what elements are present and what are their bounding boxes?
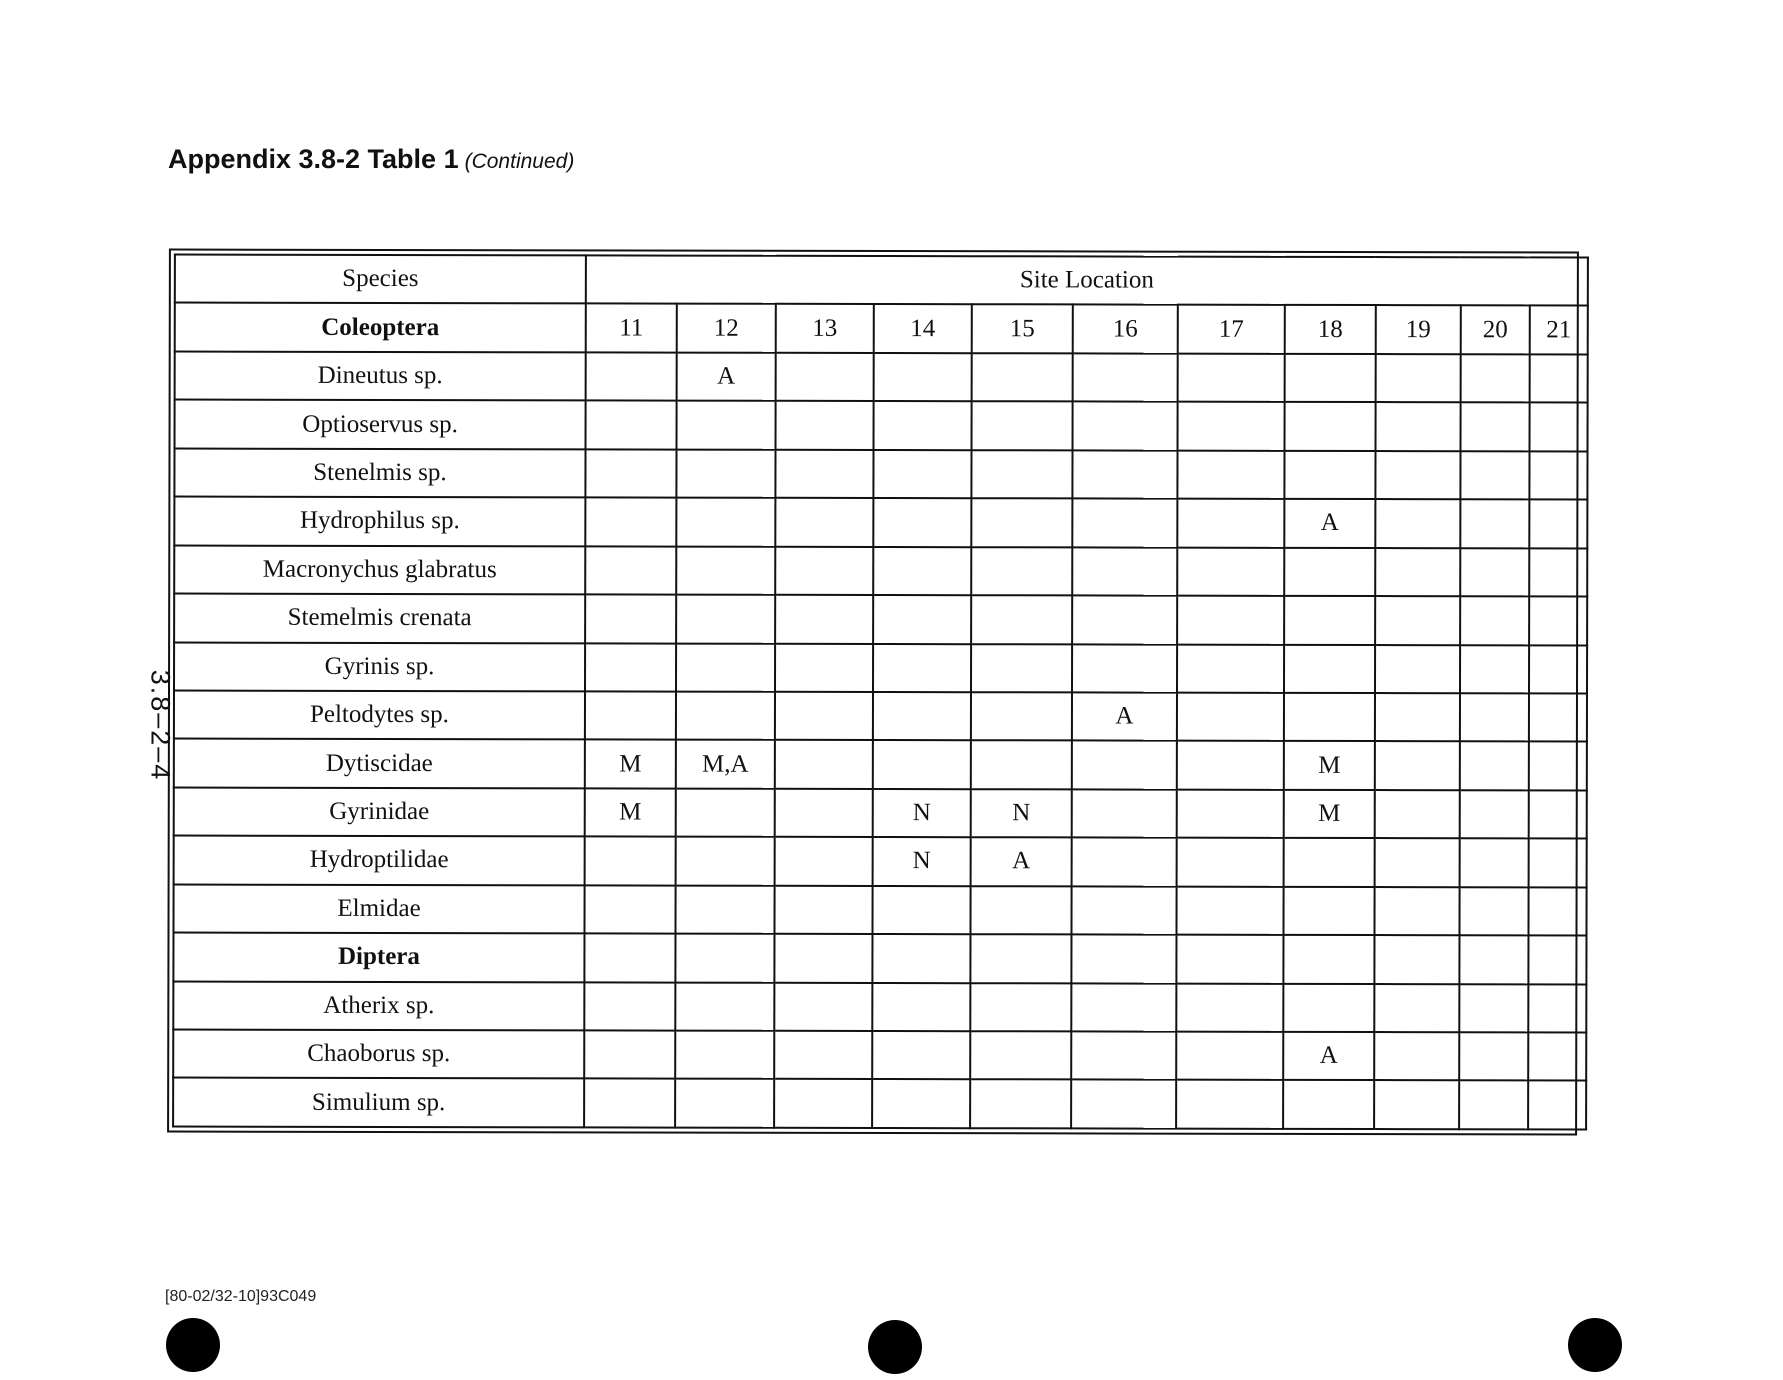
- occurrence-cell: [1460, 548, 1529, 597]
- occurrence-cell: [1529, 742, 1587, 791]
- occurrence-cell: [776, 353, 874, 402]
- occurrence-cell: [1071, 886, 1176, 935]
- occurrence-cell: [1176, 935, 1283, 984]
- species-row: [173, 1078, 1586, 1130]
- occurrence-cell: [1375, 548, 1460, 597]
- occurrence-cell: A: [1284, 499, 1375, 548]
- occurrence-cell: [676, 692, 775, 741]
- occurrence-cell: [775, 450, 873, 499]
- species-name: Atherix sp.: [173, 981, 584, 1030]
- occurrence-cell: [585, 643, 676, 692]
- occurrence-cell: [585, 546, 676, 595]
- occurrence-cell: [1459, 887, 1528, 936]
- occurrence-cell: [1072, 789, 1177, 838]
- occurrence-cell: [775, 643, 873, 692]
- occurrence-cell: [1459, 1032, 1528, 1081]
- occurrence-cell: [1528, 984, 1586, 1033]
- occurrence-cell: [1460, 596, 1529, 645]
- occurrence-cell: [970, 1031, 1071, 1080]
- occurrence-cell: [1374, 984, 1459, 1033]
- species-row: [175, 400, 1588, 451]
- species-name: Stenelmis sp.: [174, 448, 585, 497]
- occurrence-cell: [1529, 645, 1587, 694]
- occurrence-cell: A: [1072, 692, 1177, 741]
- occurrence-cell: [971, 498, 1072, 547]
- species-row: [174, 448, 1587, 499]
- species-name: Hydroptilidae: [174, 836, 585, 885]
- occurrence-cell: [1072, 450, 1177, 499]
- occurrence-cell: [1528, 887, 1586, 936]
- header-row: [175, 255, 1588, 306]
- occurrence-cell: [586, 352, 677, 401]
- occurrence-cell: [1529, 839, 1587, 888]
- species-name: Dineutus sp.: [175, 351, 586, 400]
- occurrence-cell: [677, 401, 776, 450]
- occurrence-cell: [774, 934, 872, 983]
- occurrence-cell: [1375, 451, 1460, 500]
- occurrence-cell: [585, 691, 676, 740]
- species-row: [174, 642, 1587, 693]
- occurrence-cell: [1376, 354, 1461, 403]
- site-number-header: 17: [1178, 305, 1285, 354]
- occurrence-cell: [676, 643, 775, 692]
- species-row: [173, 1030, 1586, 1081]
- occurrence-cell: [1460, 451, 1529, 500]
- occurrence-cell: [1459, 984, 1528, 1033]
- occurrence-cell: [1285, 402, 1376, 451]
- occurrence-cell: [1375, 499, 1460, 548]
- occurrence-cell: [1460, 838, 1529, 887]
- site-number-header: 15: [972, 305, 1073, 354]
- species-row: [174, 545, 1587, 596]
- species-row: [175, 351, 1588, 402]
- occurrence-cell: [873, 595, 971, 644]
- occurrence-cell: [1284, 596, 1375, 645]
- occurrence-cell: [1374, 1032, 1459, 1081]
- occurrence-cell: [1284, 838, 1375, 887]
- occurrence-cell: [1283, 1080, 1374, 1129]
- species-name: Stemelmis crenata: [174, 594, 585, 643]
- occurrence-cell: [1460, 742, 1529, 791]
- occurrence-cell: [675, 885, 774, 934]
- species-name: Peltodytes sp.: [174, 690, 585, 739]
- occurrence-cell: [1072, 644, 1177, 693]
- table-body: [173, 255, 1588, 1130]
- site-number-header: 13: [776, 304, 874, 353]
- site-number-header: 11: [586, 304, 677, 353]
- occurrence-cell: [873, 450, 971, 499]
- species-row: [174, 690, 1587, 741]
- occurrence-cell: [1284, 451, 1375, 500]
- occurrence-cell: [1376, 402, 1461, 451]
- occurrence-cell: [1375, 693, 1460, 742]
- occurrence-cell: [585, 837, 676, 886]
- occurrence-cell: [584, 1030, 675, 1079]
- occurrence-cell: [971, 450, 1072, 499]
- occurrence-cell: [1459, 935, 1528, 984]
- occurrence-cell: [1071, 1080, 1176, 1129]
- occurrence-cell: [1375, 741, 1460, 790]
- occurrence-cell: [1177, 596, 1284, 645]
- occurrence-cell: [1530, 403, 1588, 452]
- species-row: [174, 836, 1587, 887]
- species-name: Optioservus sp.: [175, 400, 586, 449]
- occurrence-cell: [775, 546, 873, 595]
- occurrence-cell: M: [585, 788, 676, 837]
- occurrence-cell: [1072, 547, 1177, 596]
- binder-hole-right: [1568, 1318, 1622, 1372]
- occurrence-cell: [970, 983, 1071, 1032]
- occurrence-cell: [1529, 596, 1587, 645]
- occurrence-cell: [971, 692, 1072, 741]
- occurrence-cell: [1177, 644, 1284, 693]
- site-number-header: 14: [874, 304, 972, 353]
- species-name: Gyrinis sp.: [174, 642, 585, 691]
- occurrence-cell: [1460, 790, 1529, 839]
- occurrence-cell: [675, 982, 774, 1031]
- occurrence-cell: [675, 1031, 774, 1080]
- site-location-header: Site Location: [586, 255, 1588, 306]
- occurrence-cell: [1073, 402, 1178, 451]
- occurrence-cell: [971, 741, 1072, 790]
- species-name: Macronychus glabratus: [174, 545, 585, 594]
- occurrence-cell: [1528, 1032, 1586, 1081]
- occurrence-cell: [1177, 838, 1284, 887]
- occurrence-cell: [970, 934, 1071, 983]
- occurrence-cell: [675, 934, 774, 983]
- occurrence-cell: [676, 546, 775, 595]
- occurrence-cell: [1529, 790, 1587, 839]
- heading-continued-note: (Continued): [464, 150, 575, 173]
- occurrence-cell: [873, 740, 971, 789]
- occurrence-cell: [1528, 935, 1586, 984]
- occurrence-cell: [1073, 353, 1178, 402]
- species-name: Dytiscidae: [174, 739, 585, 788]
- site-number-header: 16: [1073, 305, 1178, 354]
- species-row: [174, 739, 1587, 790]
- group-name: Coleoptera: [175, 303, 586, 352]
- occurrence-cell: [1530, 354, 1588, 403]
- occurrence-cell: [1177, 789, 1284, 838]
- site-number-header: 19: [1376, 305, 1461, 354]
- occurrence-cell: [971, 595, 1072, 644]
- species-row: [173, 884, 1586, 935]
- occurrence-cell: [1072, 499, 1177, 548]
- occurrence-cell: [972, 402, 1073, 451]
- occurrence-cell: [1529, 548, 1587, 597]
- group-row: [173, 933, 1586, 984]
- occurrence-cell: N: [971, 789, 1072, 838]
- occurrence-cell: [774, 885, 872, 934]
- occurrence-cell: [775, 740, 873, 789]
- occurrence-cell: [874, 353, 972, 402]
- species-name: Simulium sp.: [173, 1078, 584, 1127]
- occurrence-cell: [1072, 595, 1177, 644]
- occurrence-cell: [1529, 500, 1587, 549]
- occurrence-cell: M: [1284, 741, 1375, 790]
- occurrence-cell: [1461, 403, 1530, 452]
- group-row: [175, 303, 1588, 354]
- occurrence-cell: [872, 886, 970, 935]
- occurrence-cell: [1374, 935, 1459, 984]
- occurrence-cell: [1177, 450, 1284, 499]
- site-number-header: 12: [677, 304, 776, 353]
- occurrence-cell: [775, 789, 873, 838]
- occurrence-cell: [676, 837, 775, 886]
- occurrence-cell: [1375, 645, 1460, 694]
- occurrence-cell: [775, 595, 873, 644]
- occurrence-cell: A: [677, 352, 776, 401]
- appendix-heading: [168, 144, 574, 175]
- occurrence-cell: [584, 982, 675, 1031]
- occurrence-cell: [1285, 354, 1376, 403]
- document-code: [80-02/32-10]93C049: [165, 1288, 317, 1305]
- occurrence-cell: [1072, 838, 1177, 887]
- occurrence-cell: M: [585, 740, 676, 789]
- occurrence-cell: M: [1284, 790, 1375, 839]
- occurrence-cell: [1375, 790, 1460, 839]
- occurrence-cell: [873, 692, 971, 741]
- occurrence-cell: [1461, 354, 1530, 403]
- occurrence-cell: [1529, 693, 1587, 742]
- occurrence-cell: [1178, 402, 1285, 451]
- occurrence-cell: [1177, 547, 1284, 596]
- occurrence-cell: N: [873, 789, 971, 838]
- occurrence-cell: M,A: [676, 740, 775, 789]
- occurrence-cell: [970, 1080, 1071, 1129]
- species-row: [174, 594, 1587, 645]
- occurrence-cell: [1529, 451, 1587, 500]
- occurrence-cell: [585, 498, 676, 547]
- occurrence-cell: [1460, 645, 1529, 694]
- occurrence-cell: [1459, 1081, 1528, 1130]
- occurrence-cell: [775, 837, 873, 886]
- occurrence-cell: [1176, 1032, 1283, 1081]
- occurrence-cell: [1177, 693, 1284, 742]
- occurrence-cell: A: [971, 837, 1072, 886]
- occurrence-cell: [872, 983, 970, 1032]
- site-number-header: 20: [1461, 306, 1530, 355]
- occurrence-cell: [1374, 1080, 1459, 1129]
- binder-hole-left: [166, 1318, 220, 1372]
- occurrence-cell: [972, 353, 1073, 402]
- species-column-header: Species: [175, 255, 586, 304]
- species-row: [173, 981, 1586, 1032]
- occurrence-cell: [1178, 354, 1285, 403]
- occurrence-cell: [1284, 644, 1375, 693]
- occurrence-cell: [873, 498, 971, 547]
- species-name: Chaoborus sp.: [173, 1030, 584, 1079]
- site-number-header: 18: [1285, 305, 1376, 354]
- occurrence-cell: [1283, 887, 1374, 936]
- occurrence-cell: [1460, 693, 1529, 742]
- occurrence-cell: [1528, 1081, 1586, 1130]
- occurrence-cell: A: [1283, 1032, 1374, 1081]
- species-table-frame: [167, 249, 1579, 1136]
- occurrence-cell: [584, 934, 675, 983]
- occurrence-cell: [1177, 741, 1284, 790]
- species-name: Gyrinidae: [174, 787, 585, 836]
- occurrence-cell: [971, 547, 1072, 596]
- occurrence-cell: [1375, 596, 1460, 645]
- occurrence-cell: [774, 1031, 872, 1080]
- occurrence-cell: [774, 1079, 872, 1128]
- site-number-header: 21: [1530, 306, 1588, 355]
- occurrence-cell: [1176, 983, 1283, 1032]
- occurrence-cell: [585, 594, 676, 643]
- species-row: [174, 497, 1587, 548]
- species-name: Elmidae: [173, 884, 584, 933]
- occurrence-cell: [675, 1079, 774, 1128]
- occurrence-cell: [873, 644, 971, 693]
- occurrence-cell: [1283, 935, 1374, 984]
- occurrence-cell: [1071, 935, 1176, 984]
- occurrence-cell: [872, 1079, 970, 1128]
- species-name: Hydrophilus sp.: [174, 497, 585, 546]
- occurrence-cell: [1071, 983, 1176, 1032]
- occurrence-cell: [873, 547, 971, 596]
- occurrence-cell: [874, 401, 972, 450]
- occurrence-cell: [1374, 887, 1459, 936]
- species-row: [174, 787, 1587, 838]
- occurrence-cell: [584, 885, 675, 934]
- occurrence-cell: [970, 886, 1071, 935]
- occurrence-cell: [1375, 838, 1460, 887]
- occurrence-cell: [1283, 983, 1374, 1032]
- occurrence-cell: [586, 401, 677, 450]
- occurrence-cell: [585, 449, 676, 498]
- group-name: Diptera: [173, 933, 584, 982]
- occurrence-cell: [1071, 1031, 1176, 1080]
- occurrence-cell: [774, 982, 872, 1031]
- occurrence-cell: [676, 498, 775, 547]
- occurrence-cell: [584, 1079, 675, 1128]
- occurrence-cell: [775, 498, 873, 547]
- occurrence-cell: N: [873, 837, 971, 886]
- occurrence-cell: [1177, 499, 1284, 548]
- occurrence-cell: [971, 644, 1072, 693]
- occurrence-cell: [1460, 499, 1529, 548]
- occurrence-cell: [1072, 741, 1177, 790]
- binder-hole-center: [868, 1320, 922, 1374]
- occurrence-cell: [1176, 1080, 1283, 1129]
- occurrence-cell: [676, 449, 775, 498]
- occurrence-cell: [775, 692, 873, 741]
- occurrence-cell: [1284, 547, 1375, 596]
- occurrence-cell: [1176, 886, 1283, 935]
- occurrence-cell: [776, 401, 874, 450]
- occurrence-cell: [676, 788, 775, 837]
- occurrence-cell: [872, 1031, 970, 1080]
- page-number: 3.8–2–4: [145, 669, 176, 782]
- occurrence-cell: [872, 934, 970, 983]
- heading-title: Appendix 3.8-2 Table 1: [168, 144, 459, 174]
- species-site-table: [172, 254, 1589, 1131]
- occurrence-cell: [1284, 693, 1375, 742]
- occurrence-cell: [676, 595, 775, 644]
